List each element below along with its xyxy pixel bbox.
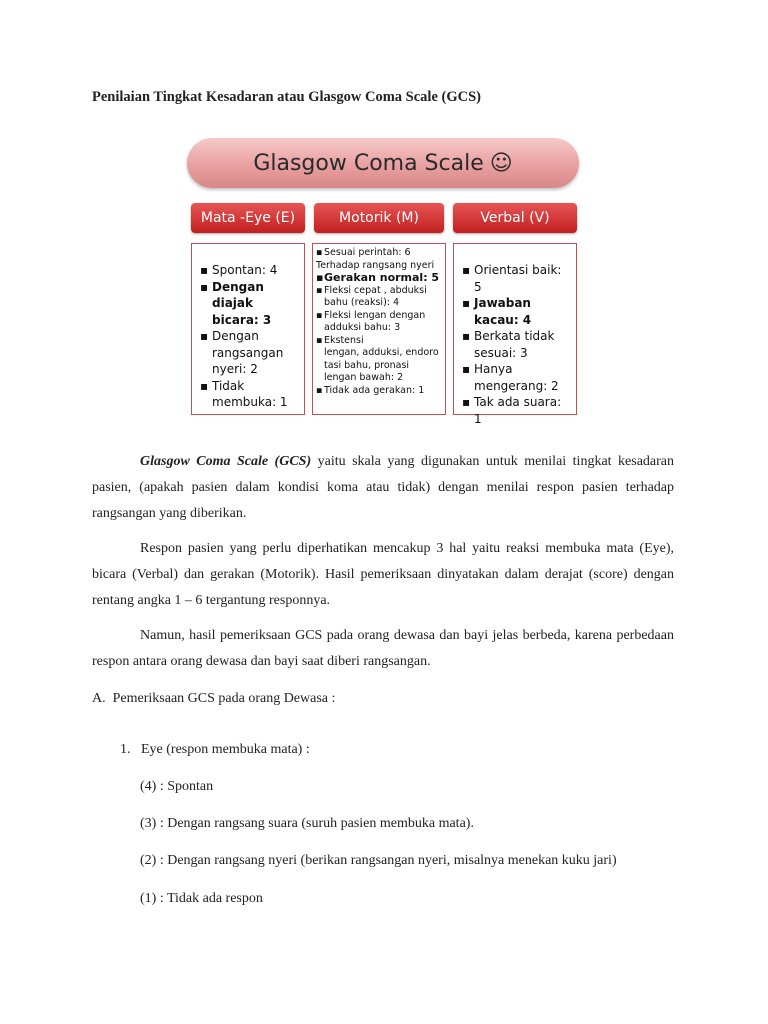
eye-score-4: (4) : Spontan xyxy=(140,779,214,794)
verbal-item: ▪ Hanya mengerang: 2 xyxy=(462,361,572,394)
eye-score-2: (2) : Dengan rangsang nyeri (berikan rangsangan nyeri, misalnya menekan kuku jari) xyxy=(140,853,617,868)
motorik-item: ▪ Ekstensi xyxy=(316,335,443,348)
verbal-item: ▪ Tak ada suara: 1 xyxy=(462,394,572,427)
smile-icon: ☺ xyxy=(489,150,513,176)
motorik-item: Terhadap rangsang nyeri xyxy=(316,259,435,271)
motorik-item: ▪ Gerakan normal: 5 xyxy=(316,272,443,285)
motorik-item: ▪ Sesuai perintah: 6 xyxy=(316,247,443,260)
gcs-term: Glasgow Coma Scale (GCS) xyxy=(140,454,312,469)
eye-item: ▪ Dengan diajak bicara: 3 xyxy=(200,279,300,329)
motorik-item: lengan, adduksi, endoro tasi bahu, pronasi lengan bawah: 2 xyxy=(324,347,439,383)
paragraph-gcs-definition: Glasgow Coma Scale (GCS) yaitu skala yang digunakan untuk menilai tingkat kesadaran pasien, (apakah pasien dalam kondisi koma atau tidak) dengan menilai respon pasien terhadap rangsangan yang diberikan. xyxy=(92,454,674,521)
list-item-eye-heading: 1. Eye (respon membuka mata) : xyxy=(120,742,310,757)
gcs-infographic xyxy=(186,137,581,426)
column-box-eye xyxy=(191,243,305,415)
paragraph-difference: Namun, hasil pemeriksaan GCS pada orang dewasa dan bayi jelas berbeda, karena perbedaan respon antara orang dewasa dan bayi saat diberi rangsangan. xyxy=(92,628,674,669)
motorik-item: ▪ Fleksi lengan dengan adduksi bahu: 3 xyxy=(316,310,443,335)
eye-score-1: (1) : Tidak ada respon xyxy=(140,891,263,906)
eye-item: ▪ Dengan rangsangan nyeri: 2 xyxy=(200,328,300,378)
column-box-motorik xyxy=(312,243,446,415)
gcs-banner-title: Glasgow Coma Scale xyxy=(253,150,484,176)
column-header-eye: Mata -Eye (E) xyxy=(191,203,305,233)
motorik-item: ▪ Fleksi cepat , abduksi bahu (reaksi): 4 xyxy=(316,285,443,310)
section-a-heading: A. Pemeriksaan GCS pada orang Dewasa : xyxy=(92,691,336,706)
column-header-motorik: Motorik (M) xyxy=(314,203,444,233)
verbal-item: ▪ Jawaban kacau: 4 xyxy=(462,295,572,328)
verbal-item: ▪ Orientasi baik: 5 xyxy=(462,262,572,295)
eye-item: ▪ Spontan: 4 xyxy=(200,262,300,279)
paragraph-response: Respon pasien yang perlu diperhatikan mencakup 3 hal yaitu reaksi membuka mata (Eye), bicara (Verbal) dan gerakan (Motorik). Hasil pemeriksaan dinyatakan dalam derajat (score) dengan rentang angka 1 – 6 tergantung responnya. xyxy=(92,541,674,608)
motorik-item: ▪ Tidak ada gerakan: 1 xyxy=(316,385,443,398)
page-title: Penilaian Tingkat Kesadaran atau Glasgow Coma Scale (GCS) xyxy=(92,89,481,105)
verbal-item: ▪ Berkata tidak sesuai: 3 xyxy=(462,328,572,361)
eye-item: ▪ Tidak membuka: 1 xyxy=(200,378,300,411)
column-header-verbal: Verbal (V) xyxy=(453,203,577,233)
gcs-banner xyxy=(187,138,579,188)
column-box-verbal xyxy=(453,243,577,426)
eye-score-3: (3) : Dengan rangsang suara (suruh pasien membuka mata). xyxy=(140,816,474,831)
